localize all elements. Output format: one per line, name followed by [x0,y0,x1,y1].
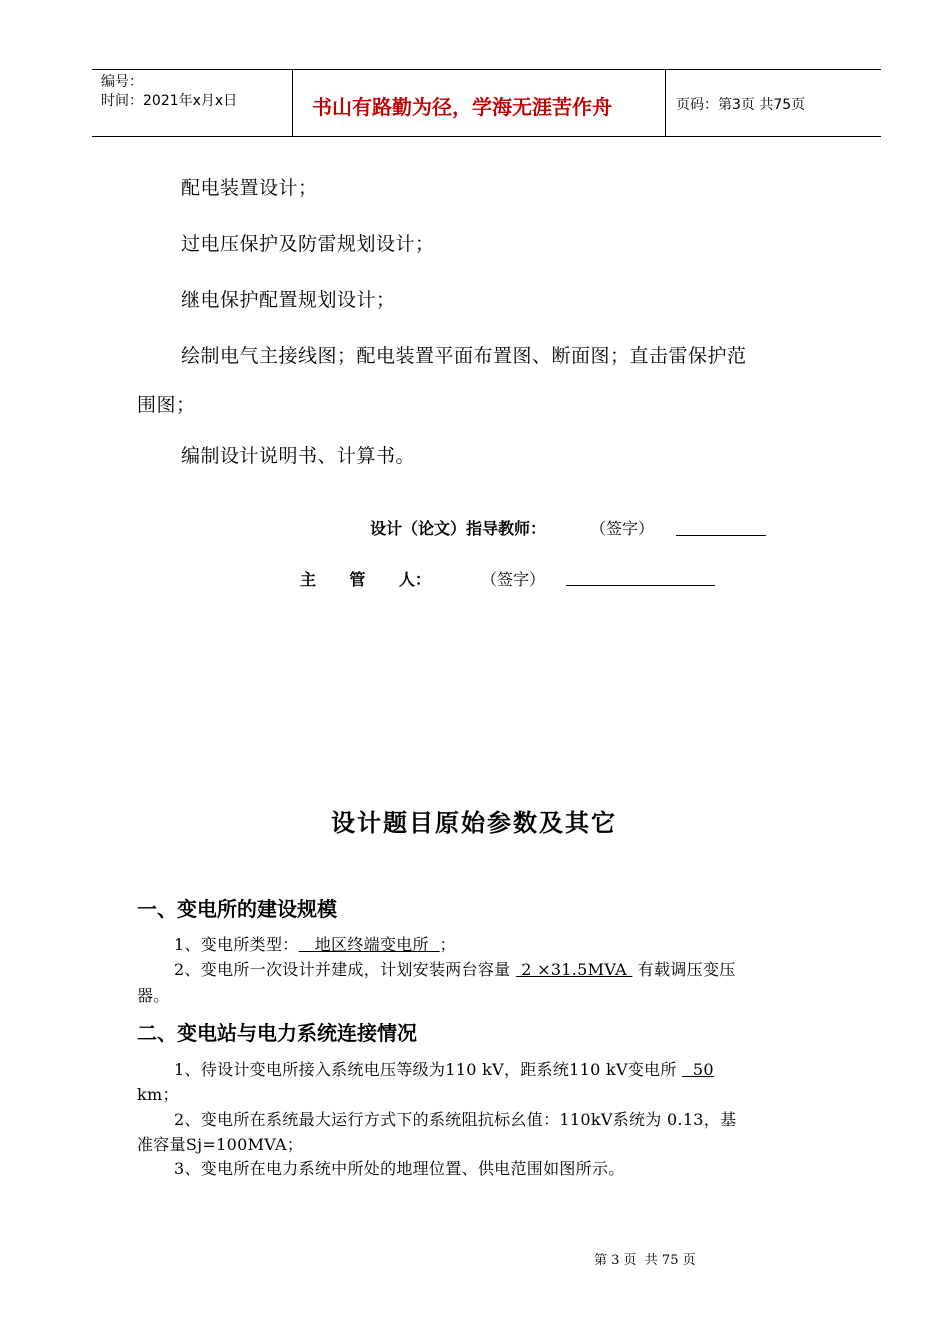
section1-item1 [174,932,456,955]
section2-item2-line2: 准容量Sj=100MVA； [137,1135,304,1154]
section2-heading: 二、变电站与电力系统连接情况 [137,1021,417,1045]
supervisor-signature-line [566,585,715,586]
section1-item1-prefix: 1、变电所类型： [174,935,299,954]
section-title: 设计题目原始参数及其它 [331,809,617,837]
header-divider-right [665,69,666,136]
task-item-drawings: 绘制电气主接线图；配电装置平面布置图、断面图；直击雷保护范 [181,345,747,367]
section1-item2-suffix: 有载调压变压 [637,960,736,979]
header-time: 时间：2021年x月x日 [101,93,238,109]
transformer-capacity-value: 2 ×31.5MVA [515,960,633,979]
advisor-signature-line [676,535,766,536]
header-motto: 书山有路勤为径，学海无涯苦作舟 [312,95,612,119]
section2-item1-cont: km； [137,1085,179,1104]
section2-item1-prefix: 1、待设计变电所接入系统电压等级为110 kV，距系统110 kV变电所 [174,1060,677,1079]
section2-item3: 3、变电所在电力系统中所处的地理位置、供电范围如图所示。 [174,1159,625,1178]
header-top-border [92,69,881,70]
section1-item2-prefix: 2、变电所一次设计并建成，计划安装两台容量 [174,960,511,979]
header-page-info: 页码：第3页 共75页 [676,97,806,113]
header-bottom-border [92,136,881,137]
header-code-label: 编号： [101,74,143,90]
advisor-label: 设计（论文）指导教师： [370,519,547,538]
section2-item1 [174,1057,714,1080]
section1-heading: 一、变电所的建设规模 [137,897,337,921]
header-divider-left [292,69,293,136]
advisor-sign-note: （签字） [590,519,655,538]
task-item-lightning: 过电压保护及防雷规划设计； [181,233,435,255]
task-item-switchgear: 配电装置设计； [181,177,318,199]
substation-type-value: 地区终端变电所 [298,935,440,954]
section1-item1-suffix: ； [439,935,456,954]
section2-item2-line1: 2、变电所在系统最大运行方式下的系统阻抗标幺值：110kV系统为 0.13，基 [174,1110,737,1129]
section1-item2 [174,957,736,980]
task-item-drawings-cont: 围图； [137,394,196,416]
footer-page-number: 第 3 页 共 75 页 [594,1253,696,1268]
supervisor-sign-note: （签字） [481,570,546,589]
section1-item2-cont: 器。 [137,986,170,1005]
task-item-relay: 继电保护配置规划设计； [181,289,396,311]
supervisor-label: 主 管 人： [300,570,431,589]
distance-value: 50 [682,1060,714,1079]
task-item-docs: 编制设计说明书、计算书。 [181,445,416,467]
